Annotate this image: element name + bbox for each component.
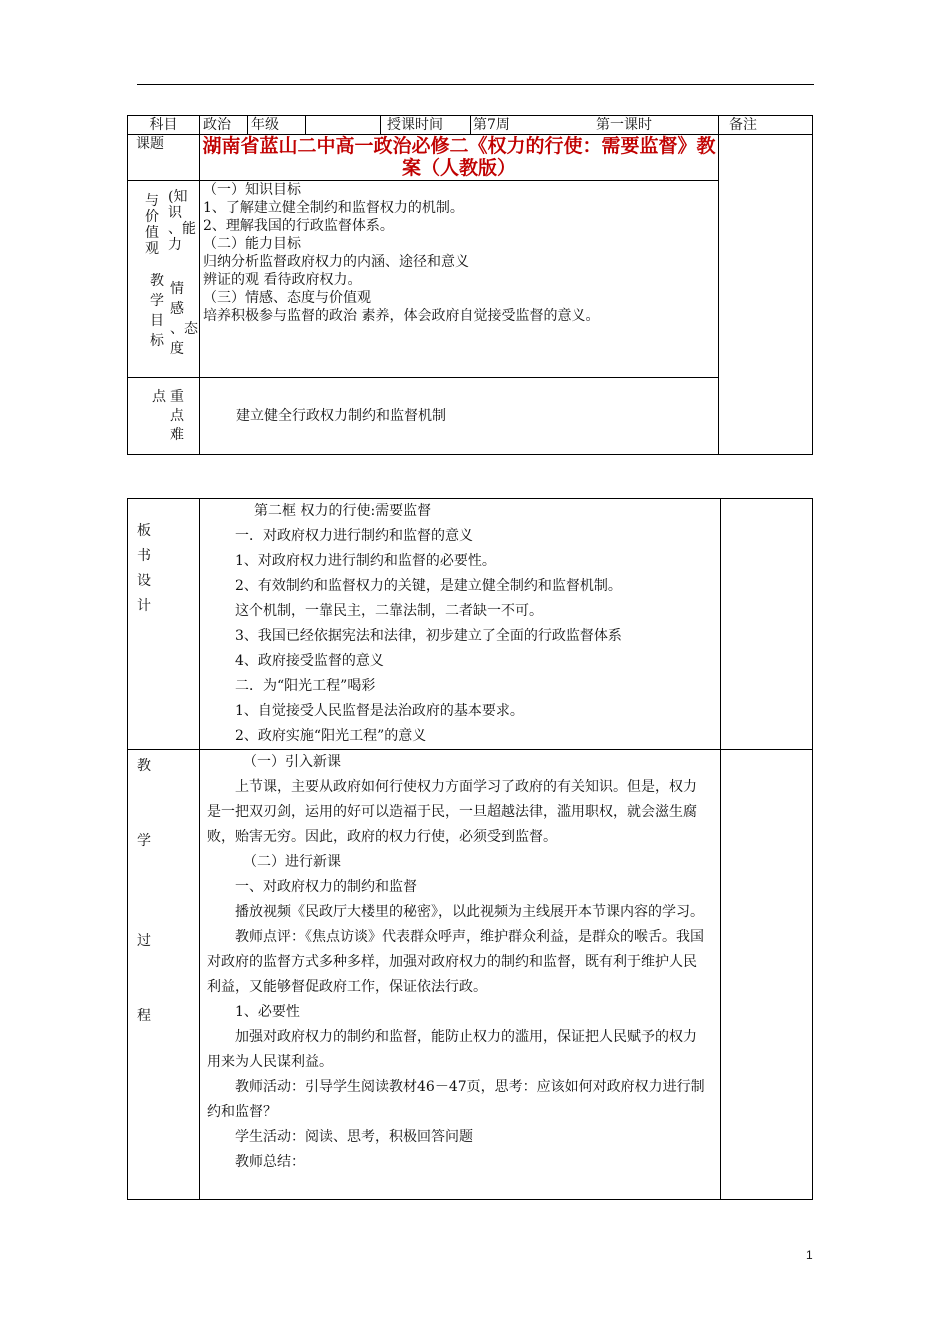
board-line: 这个机制，一靠民主，二靠法制，二者缺一不可。 xyxy=(235,603,543,619)
time-label: 授课时间 xyxy=(381,116,471,135)
process-paragraph: 加强对政府权力的制约和监督，能防止权力的滥用，保证把人民赋予的权力用来为人民谋利益。 xyxy=(207,1029,697,1070)
objective-line: 辨证的观 看待政府权力。 xyxy=(203,272,362,288)
process-paragraph: 教师点评：《焦点访谈》代表群众呼声，维护群众利益，是群众的喉舌。我国对政府的监督方式多种多样，加强对政府权力的制约和监督，既有利于维护人民利益，又能够督促政府工作，保证依法行政。 xyxy=(207,929,704,995)
process-label-chars: 教 学 过 程 xyxy=(137,758,151,1024)
lesson-text: 第一课时 xyxy=(596,117,652,133)
process-paragraph: 教师总结： xyxy=(235,1154,305,1170)
objective-line: （二）能力目标 xyxy=(203,236,301,252)
process-content xyxy=(200,750,721,1200)
process-paragraph: 1、必要性 xyxy=(235,1004,300,1020)
lesson-info-table xyxy=(127,115,813,455)
subject-label: 科目 xyxy=(128,116,200,135)
board-line: 二．为“阳光工程”喝彩 xyxy=(235,678,376,694)
remarks-cell xyxy=(719,135,813,455)
process-paragraph: 播放视频《民政厅大楼里的秘密》，以此视频为主线展开本节课内容的学习。 xyxy=(235,904,704,920)
process-remarks xyxy=(721,750,813,1200)
board-line: 2、政府实施“阳光工程”的意义 xyxy=(235,728,427,744)
header-rule xyxy=(137,84,814,85)
objective-line: 2、理解我国的行政监督体系。 xyxy=(203,218,394,234)
process-paragraph: 一、对政府权力的制约和监督 xyxy=(235,879,417,895)
side-col4: 情 感 、态 度 xyxy=(170,281,198,357)
objective-line: 1、了解建立健全制约和监督权力的机制。 xyxy=(203,200,464,216)
board-line: 1、自觉接受人民监督是法治政府的基本要求。 xyxy=(235,703,524,719)
board-line: 第二框 权力的行使:需要监督 xyxy=(254,503,432,519)
time-value xyxy=(471,116,719,135)
process-label xyxy=(128,750,200,1200)
board-content xyxy=(200,499,721,750)
key-label-col1: 点 xyxy=(152,389,166,405)
objective-line: 归纳分析监督政府权力的内涵、途径和意义 xyxy=(203,254,469,270)
process-paragraph: 学生活动：阅读、思考，积极回答问题 xyxy=(235,1129,473,1145)
board-line: 3、我国已经依据宪法和法律，初步建立了全面的行政监督体系 xyxy=(235,628,622,644)
board-line: 1、对政府权力进行制约和监督的必要性。 xyxy=(235,553,496,569)
side-col2: (知 识 、能 力 xyxy=(168,189,196,253)
subject-value: 政治 xyxy=(200,116,248,135)
process-paragraph: （一）引入新课 xyxy=(243,754,341,770)
objective-line: 培养积极参与监督的政治 素养，体会政府自觉接受监督的意义。 xyxy=(203,308,600,324)
board-line: 一．对政府权力进行制约和监督的意义 xyxy=(235,528,473,544)
board-line: 2、有效制约和监督权力的关键，是建立健全制约和监督机制。 xyxy=(235,578,622,594)
board-label xyxy=(128,499,200,750)
topic-label: 课题 xyxy=(128,135,200,181)
side-col3: 教 学 目 标 xyxy=(150,273,164,349)
objective-line: （一）知识目标 xyxy=(203,182,301,198)
lesson-body-table xyxy=(127,498,813,1200)
board-line: 4、政府接受监督的意义 xyxy=(235,653,384,669)
page-number: 1 xyxy=(806,1248,813,1262)
week-text: 第7周 xyxy=(473,117,510,133)
side-col1: 与 价 值 观 xyxy=(145,193,159,257)
key-label-col2: 重 点 难 xyxy=(170,389,184,443)
lesson-title: 湖南省蓝山二中高一政治必修二《权力的行使：需要监督》教案（人教版） xyxy=(200,135,719,181)
process-paragraph: 上节课，主要从政府如何行使权力方面学习了政府的有关知识。但是，权力是一把双刃剑，运用的好可以造福于民，一旦超越法律，滥用职权，就会滋生腐败，贻害无穷。因此，政府的权力行使，必须受到监督。 xyxy=(207,779,697,845)
grade-value xyxy=(306,116,381,135)
grade-label: 年级 xyxy=(248,116,306,135)
objective-line: （三）情感、态度与价值观 xyxy=(203,290,371,306)
key-points-content: 建立健全行政权力制约和监督机制 xyxy=(200,378,719,455)
objectives-side-labels xyxy=(128,181,200,378)
process-paragraph: （二）进行新课 xyxy=(243,854,341,870)
remarks-label: 备注 xyxy=(719,116,813,135)
objectives-label xyxy=(128,181,200,378)
objectives-content xyxy=(200,181,719,378)
board-remarks xyxy=(721,499,813,750)
key-points-label xyxy=(128,378,200,455)
board-label-chars: 板 书 设 计 xyxy=(137,523,151,614)
process-paragraph: 教师活动：引导学生阅读教材46－47页，思考：应该如何对政府权力进行制约和监督？ xyxy=(207,1079,705,1120)
